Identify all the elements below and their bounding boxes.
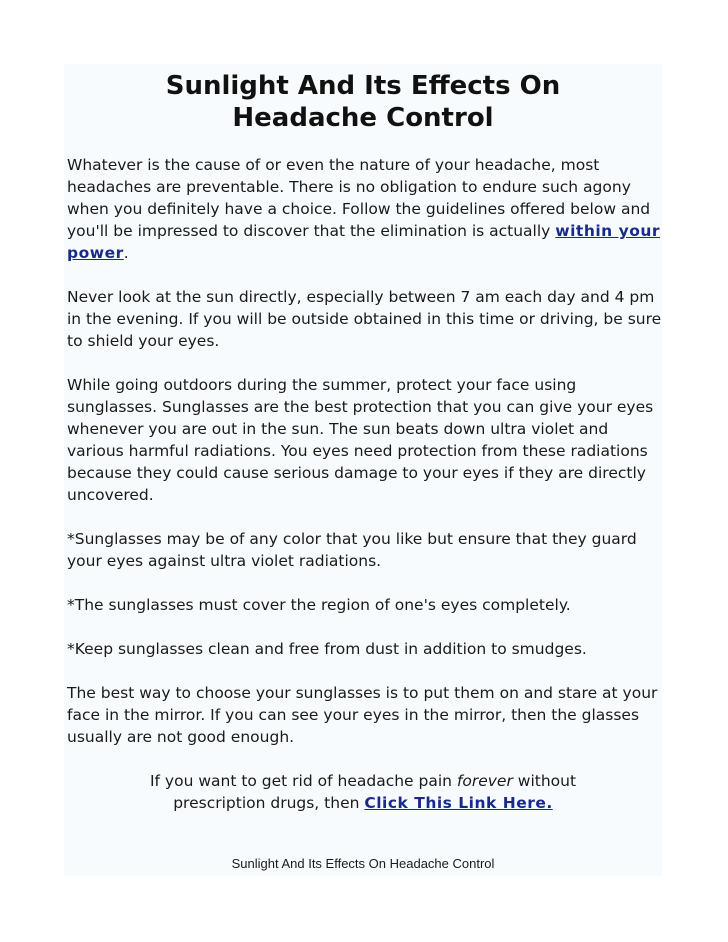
- title-line-1: Sunlight And Its Effects On: [165, 71, 561, 101]
- intro-end: .: [123, 244, 129, 262]
- bullet-clean: *Keep sunglasses clean and free from dust in addition to smudges.: [67, 640, 587, 658]
- paragraph-intro: [67, 154, 662, 264]
- page-footer: Sunlight And Its Effects On Headache Control: [231, 856, 495, 871]
- paragraph-sunglasses: While going outdoors during the summer, protect your face using sunglasses. Sunglasses are the best protection that you can give your eyes whenever you are out in the sun. The sun beats down ultra violet and various harmful radiations. You eyes need protection from these radiations because they could cause serious damage to your eyes if they are directly uncovered.: [67, 376, 654, 504]
- cta-emphasis: forever: [456, 772, 513, 790]
- document-title: [64, 70, 662, 134]
- intro-text: Whatever is the cause of or even the nature of your headache, most headaches are preventable. There is no obligation to endure such agony when you definitely have a choice. Follow the guidelines offered below and you'll be impressed to discover that the elimination is actually: [67, 156, 651, 240]
- click-this-link-here-link[interactable]: Click This Link Here.: [364, 794, 553, 812]
- cta-pre: If you want to get rid of headache pain: [149, 772, 457, 790]
- title-line-2: Headache Control: [232, 103, 494, 133]
- bullet-cover: *The sunglasses must cover the region of one's eyes completely.: [67, 596, 571, 614]
- document-page: [64, 64, 662, 876]
- cta-mid: without prescription drugs, then: [173, 772, 577, 812]
- within-your-power-link[interactable]: within your power: [67, 222, 661, 262]
- paragraph-mirror-test: The best way to choose your sunglasses is to put them on and stare at your face in the mirror. If you can see your eyes in the mirror, then the glasses usually are not good enough.: [67, 684, 658, 746]
- document-body: [64, 154, 662, 748]
- paragraph-sun-warning: Never look at the sun directly, especially between 7 am each day and 4 pm in the evening. If you will be outside obtained in this time or driving, be sure to shield your eyes.: [67, 288, 662, 350]
- call-to-action: [64, 770, 662, 814]
- bullet-color: *Sunglasses may be of any color that you like but ensure that they guard your eyes against ultra violet radiations.: [67, 530, 637, 570]
